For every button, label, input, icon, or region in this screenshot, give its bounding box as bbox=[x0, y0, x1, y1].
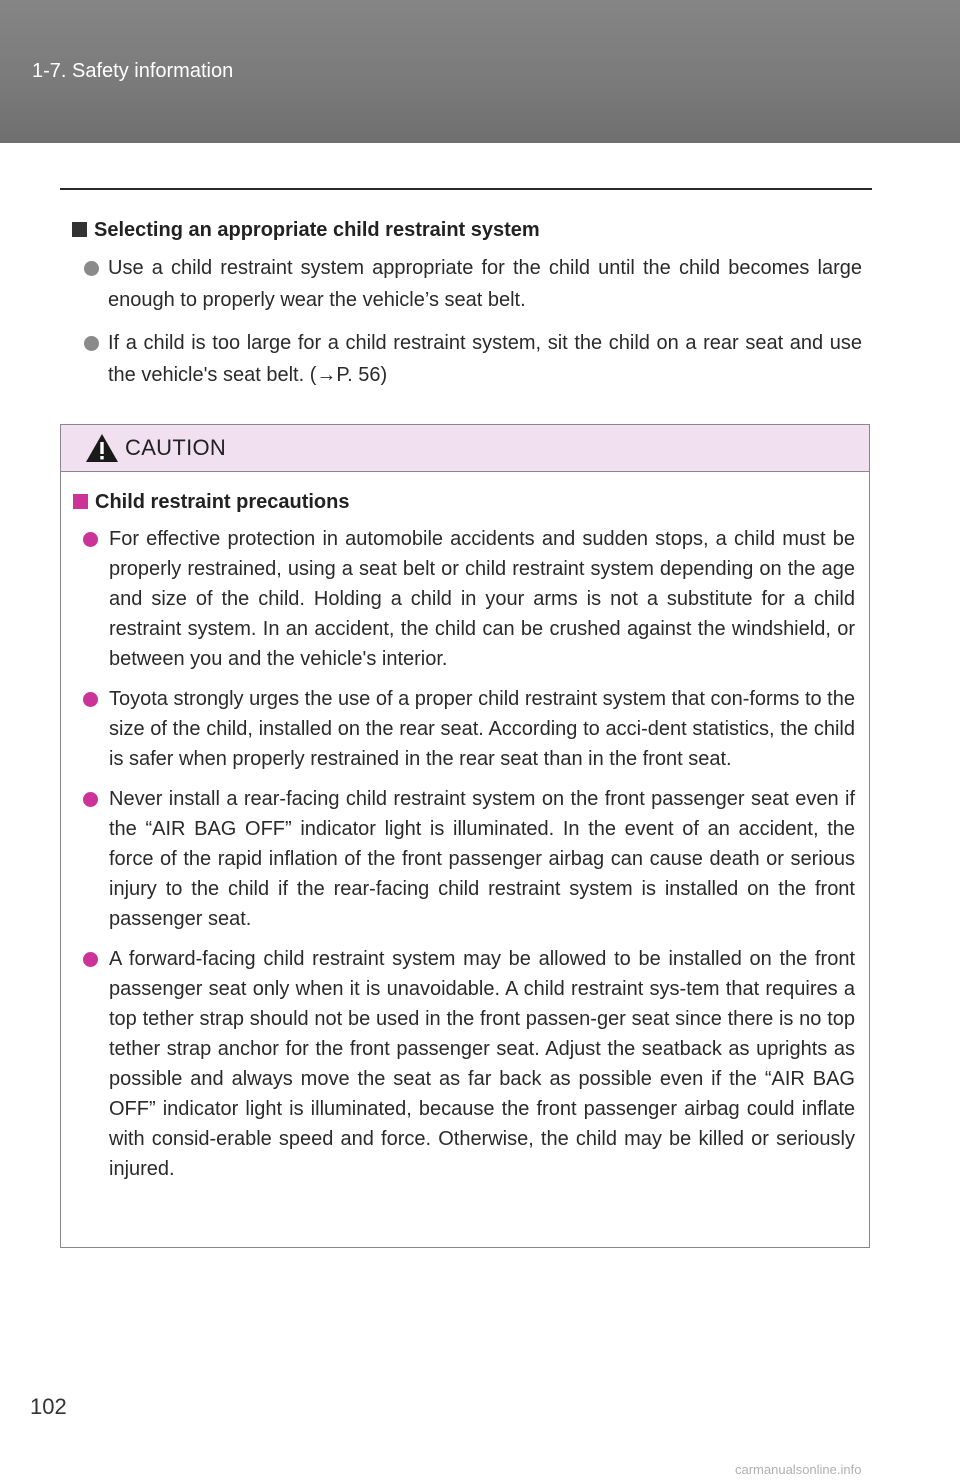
caution-list bbox=[73, 524, 855, 1184]
list-item: If a child is too large for a child restraint system, sit the child on a rear seat and use the vehicle's seat belt. (→P. 56) bbox=[84, 327, 862, 391]
list-item: Never install a rear-facing child restraint system on the front passenger seat even if the “AIR BAG OFF” indicator light is illuminated. In the event of an accident, the force of the rapid inflation of the front passenger airbag can cause death or serious injury to the child if the rear-facing child restraint system is installed on the front passenger seat. bbox=[83, 784, 855, 934]
caution-header bbox=[61, 425, 869, 472]
caution-heading-text: Child restraint precautions bbox=[95, 491, 350, 513]
watermark: carmanualsonline.info bbox=[735, 1462, 862, 1477]
caution-heading bbox=[73, 488, 855, 516]
circle-bullet-icon bbox=[83, 792, 98, 807]
page-number: 102 bbox=[30, 1394, 67, 1419]
caution-title: CAUTION bbox=[125, 435, 227, 460]
circle-bullet-icon bbox=[83, 952, 98, 967]
intro-heading bbox=[72, 216, 862, 244]
list-item: A forward-facing child restraint system may be allowed to be installed on the front passenger seat only when it is unavoidable. A child restraint sys-tem that requires a top tether strap should not be used in the front passen-ger seat since there is no top tether strap anchor for the front passenger seat. Adjust the seatback as uprights as possible and always move the seat as far back as possible even if the “AIR BAG OFF” indicator light is illuminated, because the front passenger airbag could inflate with consid-erable speed and force. Otherwise, the child may be killed or seriously injured. bbox=[83, 944, 855, 1184]
list-item: Use a child restraint system appropriate for the child until the child becomes large enough to properly wear the vehicle’s seat belt. bbox=[84, 252, 862, 316]
caution-body bbox=[61, 472, 869, 1184]
square-bullet-icon bbox=[72, 222, 87, 237]
section-title: 1-7. Safety information bbox=[32, 60, 234, 82]
intro-heading-text: Selecting an appropriate child restraint system bbox=[94, 219, 540, 241]
circle-bullet-icon bbox=[83, 692, 98, 707]
intro-section bbox=[72, 216, 862, 402]
circle-bullet-icon bbox=[83, 532, 98, 547]
page-header bbox=[0, 0, 960, 143]
intro-list bbox=[72, 252, 862, 391]
list-item: Toyota strongly urges the use of a proper child restraint system that con-forms to the size of the child, installed on the rear seat. According to acci-dent statistics, the child is safer when properly restrained in the rear seat than in the front seat. bbox=[83, 684, 855, 774]
top-rule bbox=[60, 188, 872, 190]
warning-triangle-icon bbox=[85, 433, 119, 463]
square-bullet-icon bbox=[73, 494, 88, 509]
circle-bullet-icon bbox=[84, 336, 99, 351]
circle-bullet-icon bbox=[84, 261, 99, 276]
caution-box bbox=[60, 424, 870, 1248]
list-item: For effective protection in automobile accidents and sudden stops, a child must be properly restrained, using a seat belt or child restraint system depending on the age and size of the child. Holding a child in your arms is not a substitute for a child restraint system. In an accident, the child can be crushed against the windshield, or between you and the vehicle's interior. bbox=[83, 524, 855, 674]
